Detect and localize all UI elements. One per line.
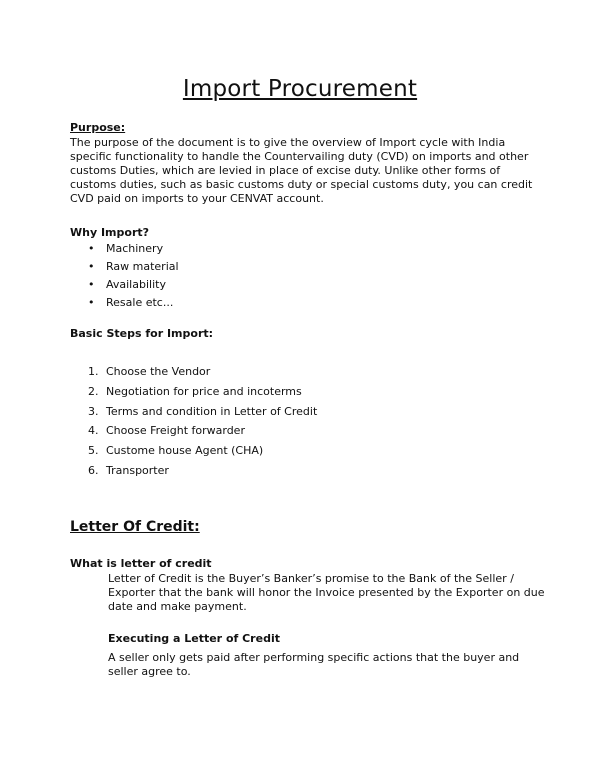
list-item: 5. Custome house Agent (CHA) xyxy=(88,444,264,458)
what-is-loc-text: Letter of Credit is the Buyer’s Banker’s promise to the Bank of the Seller / Exporter that the bank will honor the Invoice presented by the Exporter on due date and make payment. xyxy=(108,572,545,613)
letter-of-credit-heading: Letter Of Credit: xyxy=(70,519,200,535)
what-is-loc-heading: What is letter of credit xyxy=(70,557,212,570)
document-title: Import Procurement xyxy=(182,76,418,102)
executing-loc-text: A seller only gets paid after performing specific actions that the buyer and seller agree to. xyxy=(108,651,520,678)
list-item: • Machinery xyxy=(70,242,179,260)
purpose-text: The purpose of the document is to give the overview of Import cycle with India specific functionality to handle the Countervailing duty (CVD) on imports and other customs Duties, which are levied in place of excise duty. Unlike other forms of customs duties, such as basic customs duty or special customs duty, you can credit CVD paid on imports to your CENVAT account. xyxy=(70,136,533,205)
why-import-heading: Why Import? xyxy=(70,226,150,239)
basic-steps-heading: Basic Steps for Import: xyxy=(70,327,214,340)
list-item: • Resale etc... xyxy=(70,296,179,314)
executing-loc-heading: Executing a Letter of Credit xyxy=(108,632,280,645)
list-item: 2. Negotiation for price and incoterms xyxy=(88,384,302,398)
purpose-heading: Purpose: xyxy=(70,121,126,134)
list-item: 6. Transporter xyxy=(88,463,169,477)
why-import-list xyxy=(70,242,179,314)
list-item: 3. Terms and condition in Letter of Credit xyxy=(88,404,318,418)
list-item: 1. Choose the Vendor xyxy=(88,365,211,378)
list-item: • Raw material xyxy=(70,260,179,278)
basic-steps-list xyxy=(70,365,317,484)
list-item: 4. Choose Freight forwarder xyxy=(88,424,245,438)
list-item: • Availability xyxy=(70,278,179,296)
